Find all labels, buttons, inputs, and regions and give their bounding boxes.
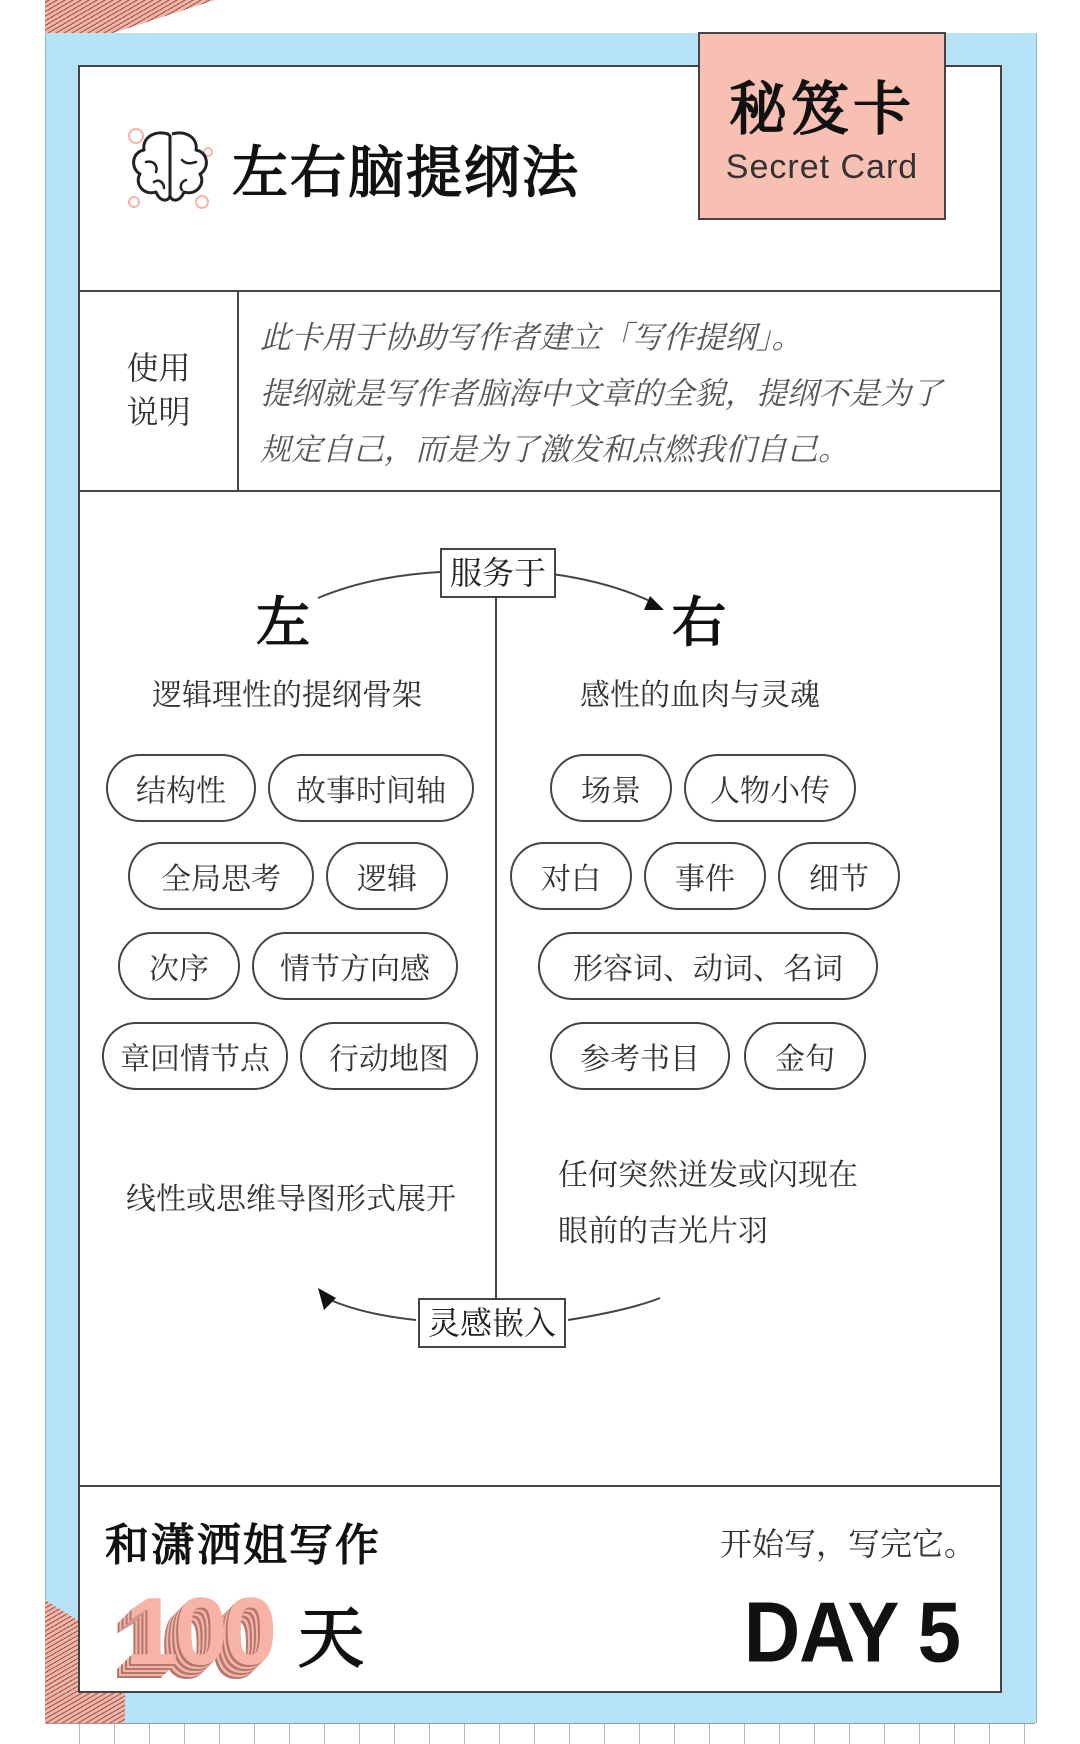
brain-icon xyxy=(124,122,216,214)
usage-line: 提纲就是写作者脑海中文章的全貌，提纲不是为了 xyxy=(260,376,942,412)
right-note-line: 眼前的吉光片羽 xyxy=(558,1214,768,1249)
series-title: 和潇洒姐写作 xyxy=(105,1520,381,1571)
badge-title: 秘笈卡 xyxy=(728,75,915,143)
left-note xyxy=(126,1172,456,1228)
arrow-left-icon xyxy=(318,1288,336,1310)
left-pill-plot-direction: 情节方向感 xyxy=(252,932,458,1000)
card-header xyxy=(80,67,1000,292)
left-brain-title: 左 xyxy=(256,590,310,654)
hundred-number: 100 xyxy=(125,1578,274,1685)
usage-text xyxy=(260,310,980,478)
left-brain-subtitle: 逻辑理性的提纲骨架 xyxy=(152,678,422,713)
day-label: DAY 5 xyxy=(743,1583,960,1681)
right-note-line: 任何突然迸发或闪现在 xyxy=(558,1158,858,1193)
card-title: 左右脑提纲法 xyxy=(232,140,580,206)
usage-section xyxy=(80,290,1000,492)
right-pill-word-types: 形容词、动词、名词 xyxy=(538,932,878,1000)
secret-card xyxy=(78,65,1002,1693)
left-pill-chapter-points: 章回情节点 xyxy=(102,1022,288,1090)
arc-inspire-left xyxy=(326,1298,416,1320)
left-note-line: 线性或思维导图形式展开 xyxy=(126,1182,456,1217)
left-right-brain-diagram xyxy=(80,492,1000,1485)
arc-inspire-right xyxy=(568,1298,660,1320)
right-pill-bibliography: 参考书目 xyxy=(550,1022,730,1090)
left-pill-global-thinking: 全局思考 xyxy=(128,842,314,910)
card-footer xyxy=(80,1485,1000,1693)
arrow-right-icon xyxy=(644,596,664,610)
right-pill-character-bio: 人物小传 xyxy=(684,754,856,822)
left-pill-logic: 逻辑 xyxy=(326,842,448,910)
right-brain-title: 右 xyxy=(672,590,726,654)
left-pill-timeline: 故事时间轴 xyxy=(268,754,474,822)
right-pill-quotes: 金句 xyxy=(744,1022,866,1090)
right-brain-subtitle: 感性的血肉与灵魂 xyxy=(580,678,820,713)
usage-line: 规定自己，而是为了激发和点燃我们自己。 xyxy=(260,432,849,468)
arc-serve-right xyxy=(552,574,652,602)
right-pill-event: 事件 xyxy=(644,842,766,910)
secret-card-badge xyxy=(698,32,946,220)
left-pill-order: 次序 xyxy=(118,932,240,1000)
left-pill-structure: 结构性 xyxy=(106,754,256,822)
usage-label: 使用说明 xyxy=(126,349,191,431)
inspire-connector-label: 灵感嵌入 xyxy=(418,1298,566,1348)
badge-subtitle: Secret Card xyxy=(725,148,919,186)
usage-label-box xyxy=(80,290,239,490)
right-pill-detail: 细节 xyxy=(778,842,900,910)
days-unit: 天 xyxy=(298,1599,364,1677)
right-pill-dialogue: 对白 xyxy=(510,842,632,910)
bottom-strip xyxy=(45,1723,1035,1744)
left-pill-action-map: 行动地图 xyxy=(300,1022,478,1090)
right-note xyxy=(558,1148,858,1260)
slogan: 开始写，写完它。 xyxy=(720,1525,977,1563)
arc-serve-left xyxy=(318,572,440,598)
serve-connector-label: 服务于 xyxy=(440,548,556,598)
usage-line: 此卡用于协助写作者建立「写作提纲」。 xyxy=(260,320,803,356)
right-pill-scene: 场景 xyxy=(550,754,672,822)
